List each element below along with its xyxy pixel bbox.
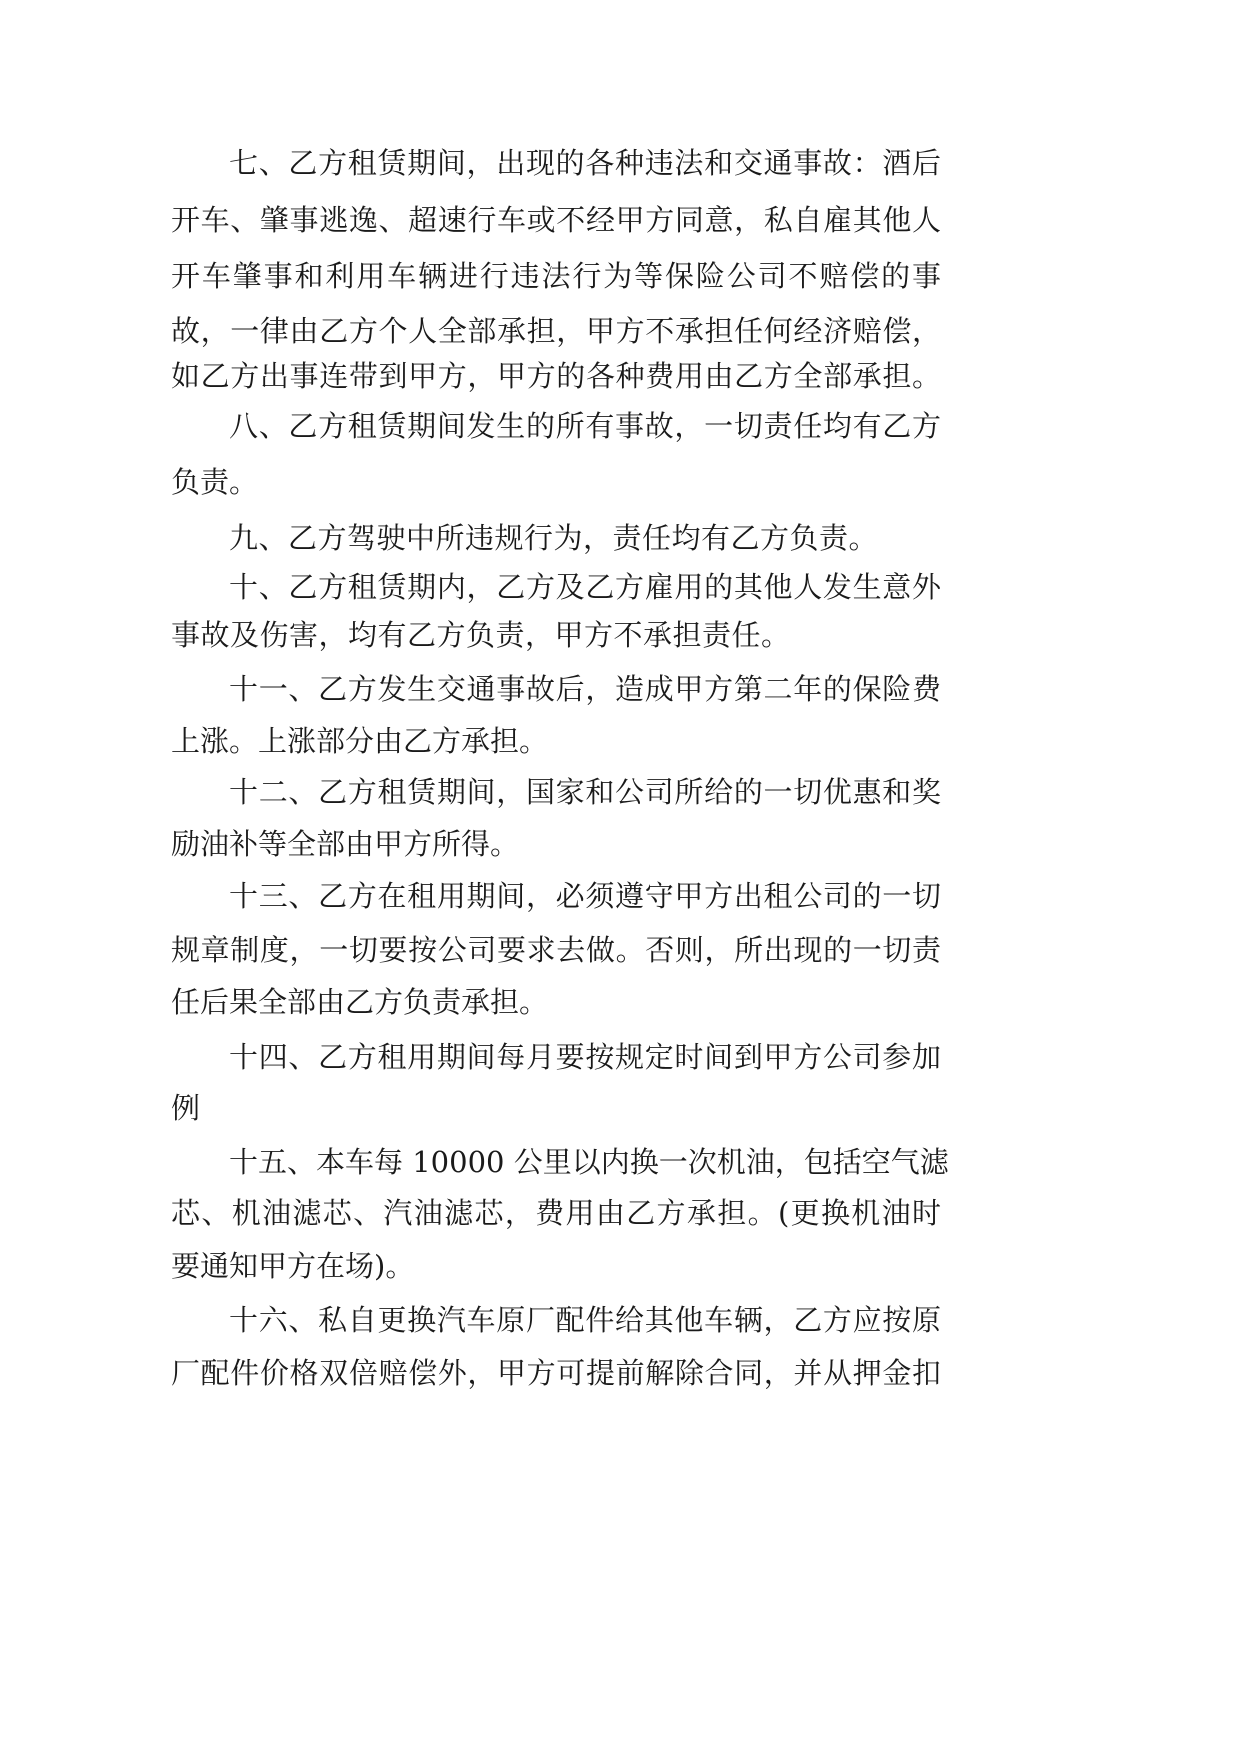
clause-14-line-2: 例 xyxy=(171,1091,201,1125)
clause-13-line-1: 十三、乙方在租用期间，必须遵守甲方出租公司的一切 xyxy=(229,879,941,913)
clause-13-line-2: 规章制度，一切要按公司要求去做。否则，所出现的一切责 xyxy=(171,933,941,967)
clause-15-line-3: 要通知甲方在场)。 xyxy=(171,1249,415,1283)
clause-14-line-1: 十四、乙方租用期间每月要按规定时间到甲方公司参加 xyxy=(229,1040,941,1074)
clause-12-line-1: 十二、乙方租赁期间，国家和公司所给的一切优惠和奖 xyxy=(229,775,941,809)
clause-15-line-1: 十五、本车每 10000 公里以内换一次机油，包括空气滤 xyxy=(229,1145,949,1179)
clause-8-line-1: 八、乙方租赁期间发生的所有事故，一切责任均有乙方 xyxy=(229,409,941,443)
clause-7-line-2: 开车、肇事逃逸、超速行车或不经甲方同意，私自雇其他人 xyxy=(171,203,941,237)
clause-12-line-2: 励油补等全部由甲方所得。 xyxy=(171,827,520,861)
clause-15-line-2: 芯、机油滤芯、汽油滤芯，费用由乙方承担。(更换机油时 xyxy=(171,1196,941,1230)
clause-8-line-2: 负责。 xyxy=(171,465,259,499)
clause-11-line-2: 上涨。上涨部分由乙方承担。 xyxy=(171,724,549,758)
clause-9-line-1: 九、乙方驾驶中所违规行为，责任均有乙方负责。 xyxy=(229,521,879,555)
clause-13-line-3: 任后果全部由乙方负责承担。 xyxy=(171,985,549,1019)
clause-10-line-1: 十、乙方租赁期内，乙方及乙方雇用的其他人发生意外 xyxy=(229,570,941,604)
clause-16-line-1: 十六、私自更换汽车原厂配件给其他车辆，乙方应按原 xyxy=(229,1303,941,1337)
clause-7-line-5: 如乙方出事连带到甲方，甲方的各种费用由乙方全部承担。 xyxy=(171,359,941,393)
clause-11-line-1: 十一、乙方发生交通事故后，造成甲方第二年的保险费 xyxy=(229,672,941,706)
clause-10-line-2: 事故及伤害，均有乙方负责，甲方不承担责任。 xyxy=(171,618,791,652)
clause-7-line-3: 开车肇事和利用车辆进行违法行为等保险公司不赔偿的事 xyxy=(171,259,941,293)
clause-16-line-2: 厂配件价格双倍赔偿外，甲方可提前解除合同，并从押金扣 xyxy=(171,1356,941,1390)
clause-7-line-4: 故，一律由乙方个人全部承担，甲方不承担任何经济赔偿， xyxy=(171,314,941,348)
clause-7-line-1: 七、乙方租赁期间，出现的各种违法和交通事故：酒后 xyxy=(229,146,941,180)
